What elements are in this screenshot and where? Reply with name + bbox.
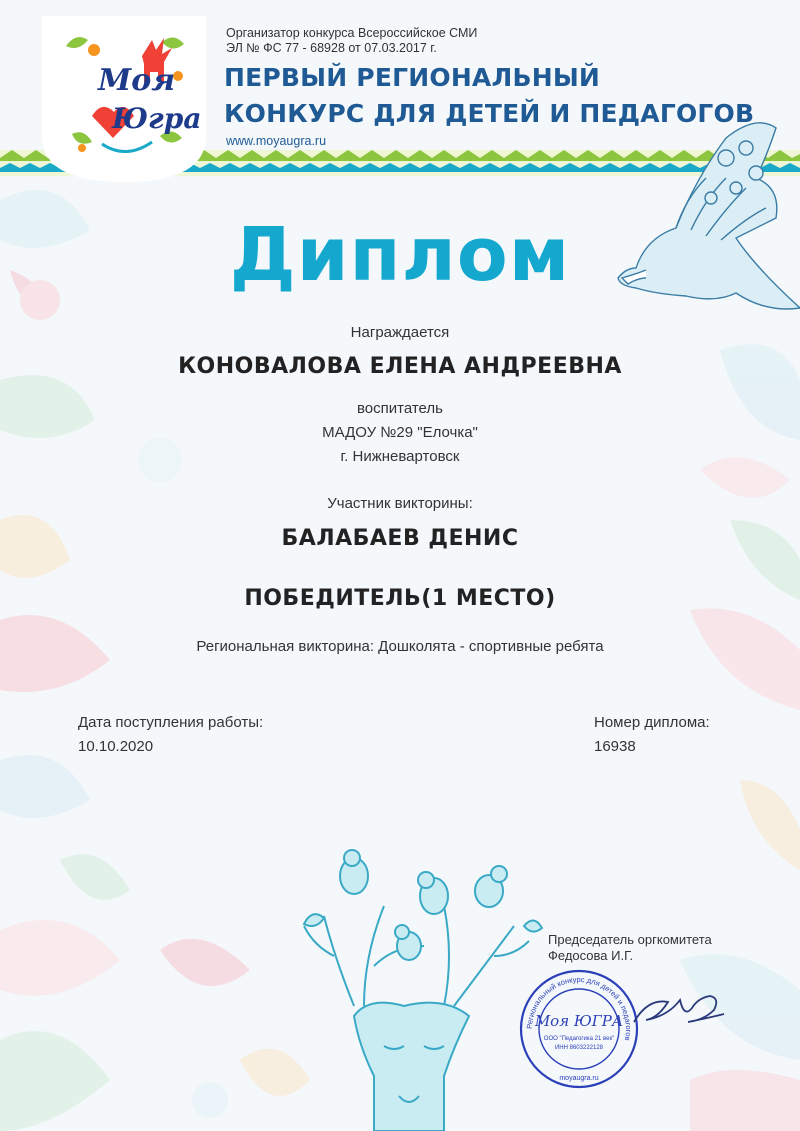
stamp-line-1: ООО "Педагогика 21 век" xyxy=(543,1036,615,1042)
diploma-number-label: Номер диплома: xyxy=(594,714,710,731)
date-value: 10.10.2020 xyxy=(78,738,154,755)
moya-yugra-logo xyxy=(42,16,206,182)
stamp-center-text: Моя ЮГРА xyxy=(534,1012,624,1030)
awardee-city: г. Нижневартовск xyxy=(340,448,460,465)
participant-name: БАЛАБАЕВ ДЕНИС xyxy=(281,526,519,551)
awardee-name: КОНОВАЛОВА ЕЛЕНА АНДРЕЕВНА xyxy=(178,354,622,379)
diploma-title: Диплом xyxy=(229,212,571,298)
participant-label: Участник викторины: xyxy=(327,495,473,512)
header-title-1: ПЕРВЫЙ РЕГИОНАЛЬНЫЙ xyxy=(224,63,601,92)
deer-illustration xyxy=(294,846,544,1131)
diploma-number-value: 16938 xyxy=(594,738,636,755)
website-link[interactable]: www.moyaugra.ru xyxy=(226,134,327,148)
date-label: Дата поступления работы: xyxy=(78,714,264,731)
organizer-line-2: ЭЛ № ФС 77 - 68928 от 07.03.2017 г. xyxy=(226,41,437,55)
handwritten-signature xyxy=(628,988,728,1032)
header-title-2: КОНКУРС ДЛЯ ДЕТЕЙ И ПЕДАГОГОВ xyxy=(224,99,755,128)
result-place: ПОБЕДИТЕЛЬ(1 МЕСТО) xyxy=(244,586,556,611)
signature-name: Федосова И.Г. xyxy=(548,948,634,963)
competition-name: Региональная викторина: Дошколята - спортивные ребята xyxy=(196,638,604,655)
organization-stamp xyxy=(518,968,640,1090)
stamp-bottom-text: moyaugra.ru xyxy=(559,1075,599,1082)
organizer-line-1: Организатор конкурса Всероссийское СМИ xyxy=(226,26,478,40)
awardee-position: воспитатель xyxy=(357,400,443,417)
logo-text-top: Моя xyxy=(98,63,176,98)
awarded-label: Награждается xyxy=(350,324,450,341)
signature-role: Председатель оргкомитета xyxy=(548,932,712,947)
stamp-line-2: ИНН 8603222128 xyxy=(554,1045,604,1051)
logo-text-bottom: Югра xyxy=(112,102,202,135)
stamp-ring-text: Региональный конкурс для детей и педагогов xyxy=(524,974,634,1042)
awardee-organization: МАДОУ №29 "Елочка" xyxy=(322,424,478,441)
